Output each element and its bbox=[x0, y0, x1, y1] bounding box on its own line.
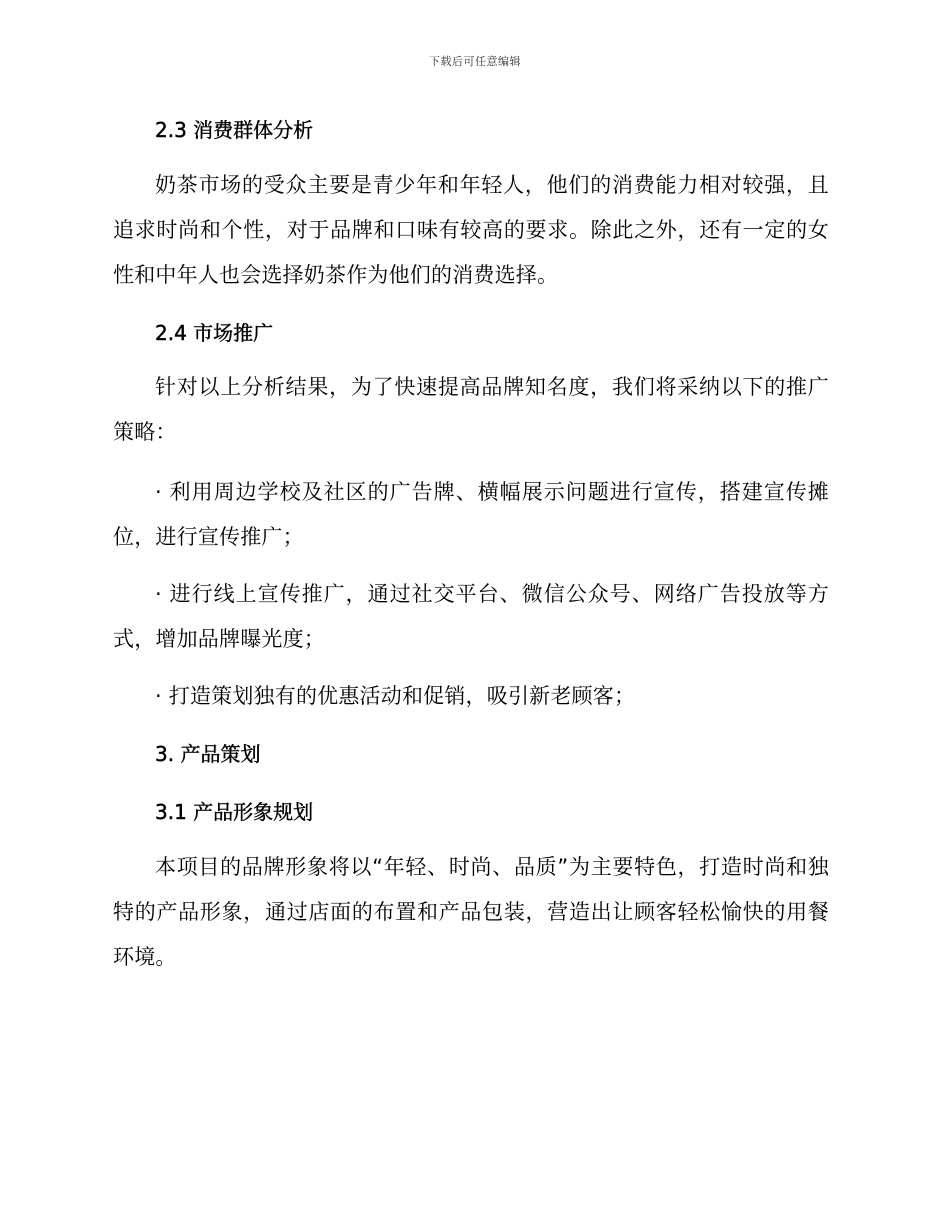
section-2-4-intro: 针对以上分析结果，为了快速提高品牌知名度，我们将采纳以下的推广策略： bbox=[113, 375, 829, 444]
section-2-4-title: 2.4 市场推广 bbox=[155, 321, 274, 345]
section-3-1-title: 3.1 产品形象规划 bbox=[155, 800, 314, 824]
section-2-3-body: 奶茶市场的受众主要是青少年和年轻人，他们的消费能力相对较强，且追求时尚和个性，对于品牌和口味有较高的要求。除此之外，还有一定的女性和中年人也会选择奶茶作为他们的消费选择。 bbox=[113, 173, 829, 287]
section-3-1-body: 本项目的品牌形象将以“年轻、时尚、品质”为主要特色，打造时尚和独特的产品形象，通过店面的布置和产品包装，营造出让顾客轻松愉快的用餐环境。 bbox=[113, 855, 829, 969]
page-header-note: 下载后可任意编辑 bbox=[429, 55, 521, 68]
promotion-bullet-3: · 打造策划独有的优惠活动和促销，吸引新老顾客； bbox=[155, 684, 636, 708]
section-3-title: 3. 产品策划 bbox=[155, 742, 261, 766]
promotion-bullet-1: · 利用周边学校及社区的广告牌、横幅展示问题进行宣传，搭建宣传摊位，进行宣传推广； bbox=[113, 480, 829, 549]
section-2-3-title: 2.3 消费群体分析 bbox=[155, 118, 314, 142]
promotion-bullet-2: · 进行线上宣传推广，通过社交平台、微信公众号、网络广告投放等方式，增加品牌曝光度； bbox=[113, 582, 829, 651]
